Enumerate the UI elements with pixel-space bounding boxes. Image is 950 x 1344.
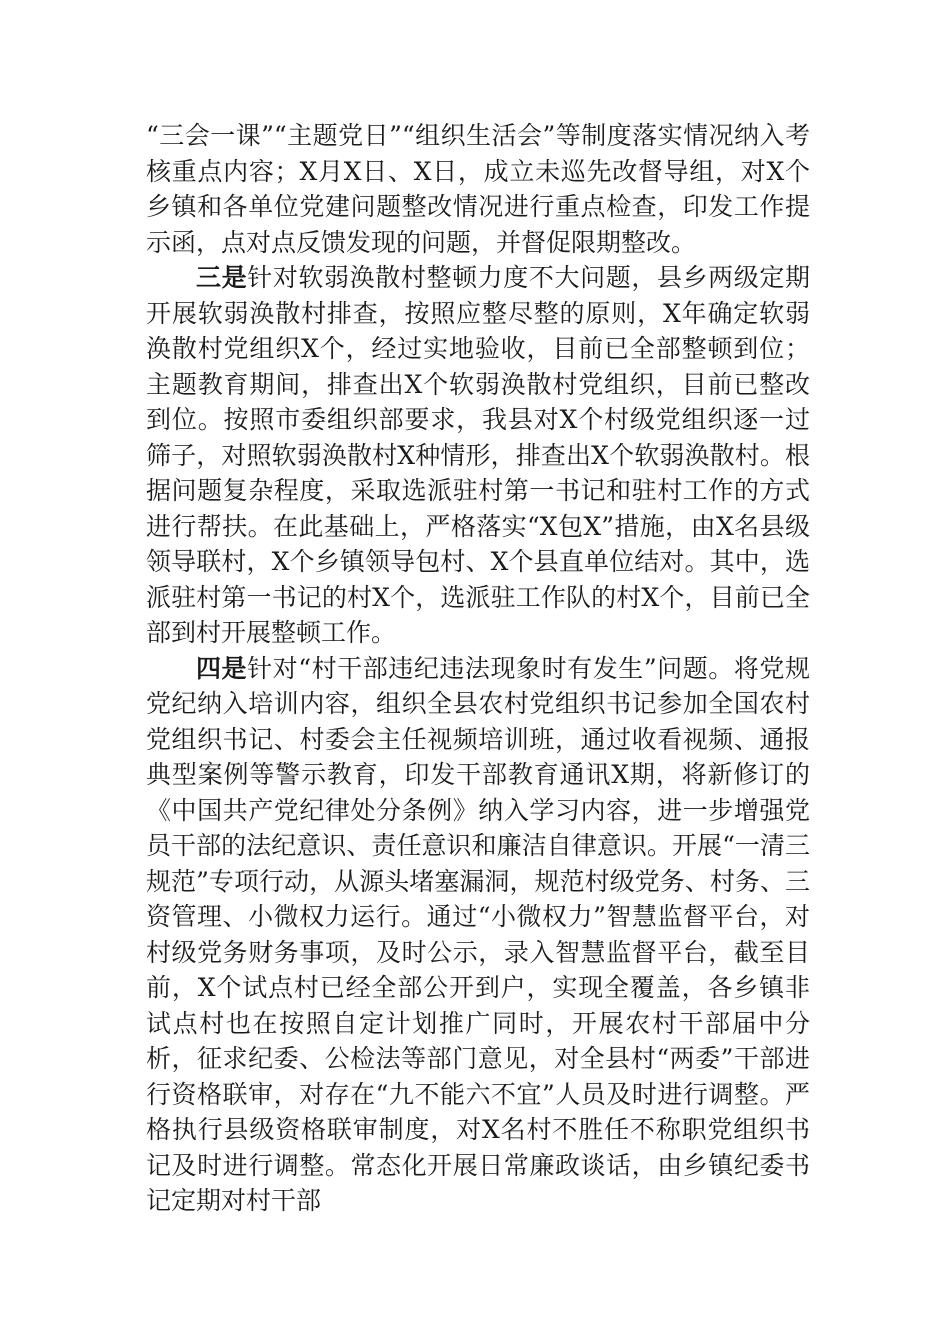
paragraph-lead: 三是 xyxy=(196,263,248,292)
paragraph-item-three xyxy=(146,260,810,651)
paragraph-item-four xyxy=(146,651,810,1219)
paragraph-lead: 四是 xyxy=(196,653,248,683)
document-body xyxy=(146,118,810,1219)
paragraph-text: 针对软弱涣散村整顿力度不大问题，县乡两级定期开展软弱涣散村排查，按照应整尽整的原则，X年确定软弱涣散村党组织X个，经过实地验收，目前已全部整顿到位；主题教育期间，排查出X个软弱涣散村党组织，目前已整改到位。按照市委组织部要求，我县对X个村级党组织逐一过筛子，对照软弱涣散村X种情形，排查出X个软弱涣散村。根据问题复杂程度，采取选派驻村第一书记和驻村工作的方式进行帮扶。在此基础上，严格落实“X包X”措施，由X名县级领导联村，X个乡镇领导包村、X个县直单位结对。其中，选派驻村第一书记的村X个，选派驻工作队的村X个，目前已全部到村开展整顿工作。 xyxy=(146,263,810,647)
paragraph-text: “三会一课”“主题党日”“组织生活会”等制度落实情况纳入考核重点内容；X月X日、X日，成立未巡先改督导组，对X个乡镇和各单位党建问题整改情况进行重点检查，印发工作提示函，点对点反馈发现的问题，并督促限期整改。 xyxy=(146,121,810,257)
paragraph-text: 针对“村干部违纪违法现象时有发生”问题。将党规党纪纳入培训内容，组织全县农村党组织书记参加全国农村党组织书记、村委会主任视频培训班，通过收看视频、通报典型案例等警示教育，印发干部教育通讯X期，将新修订的《中国共产党纪律处分条例》纳入学习内容，进一步增强党员干部的法纪意识、责任意识和廉洁自律意识。开展“一清三规范”专项行动，从源头堵塞漏洞，规范村级党务、村务、三资管理、小微权力运行。通过“小微权力”智慧监督平台，对村级党务财务事项，及时公示，录入智慧监督平台，截至目前，X个试点村已经全部公开到户，实现全覆盖，各乡镇非试点村也在按照自定计划推广同时，开展农村干部届中分析，征求纪委、公检法等部门意见，对全县村“两委”干部进行资格联审，对存在“九不能六不宜”人员及时进行调整。严格执行县级资格联审制度，对X名村不胜任不称职党组织书记及时进行调整。常态化开展日常廉政谈话，由乡镇纪委书记定期对村干部 xyxy=(146,653,810,1215)
paragraph-continued xyxy=(146,118,810,260)
